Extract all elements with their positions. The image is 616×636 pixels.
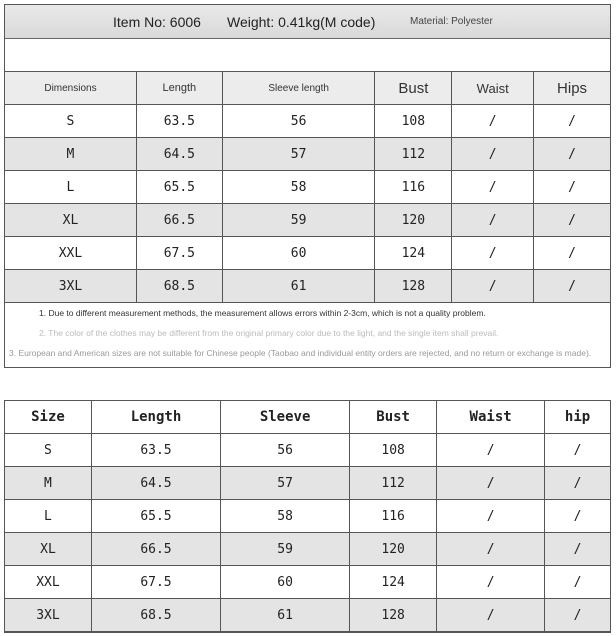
cell-hips: / — [534, 270, 611, 303]
cell-size: M — [5, 138, 137, 171]
cell-size: XL — [5, 533, 92, 566]
table-header-row — [5, 401, 611, 434]
cell-waist: / — [437, 500, 545, 533]
col-header-length: Length — [91, 401, 220, 434]
cell-bust: 128 — [350, 599, 437, 632]
cell-length: 66.5 — [136, 204, 222, 237]
note-color-difference: 2. The color of the clothes may be different from the original primary color due to the light, and the single item shall prevail. — [39, 328, 499, 338]
cell-length: 68.5 — [136, 270, 222, 303]
table-row — [5, 467, 611, 500]
col-header-sleeve: Sleeve — [221, 401, 350, 434]
cell-sleeve: 60 — [222, 237, 375, 270]
table-row — [5, 533, 611, 566]
cell-bust: 120 — [350, 533, 437, 566]
size-table-secondary — [4, 400, 611, 632]
cell-length: 65.5 — [91, 500, 220, 533]
cell-length: 63.5 — [91, 434, 220, 467]
cell-sleeve: 61 — [221, 599, 350, 632]
table-row — [5, 434, 611, 467]
cell-waist: / — [437, 566, 545, 599]
col-header-hips: Hips — [534, 72, 611, 105]
item-material: Material: Polyester — [410, 16, 493, 27]
cell-length: 67.5 — [136, 237, 222, 270]
cell-waist: / — [452, 270, 534, 303]
cell-hip: / — [545, 434, 611, 467]
cell-sleeve: 57 — [221, 467, 350, 500]
item-weight: Weight: 0.41kg(M code) — [227, 14, 376, 30]
cell-size: S — [5, 105, 137, 138]
cell-hip: / — [545, 599, 611, 632]
cell-waist: / — [437, 467, 545, 500]
cell-waist: / — [437, 434, 545, 467]
cell-sleeve: 56 — [222, 105, 375, 138]
cell-waist: / — [452, 204, 534, 237]
cell-size: L — [5, 171, 137, 204]
cell-sleeve: 58 — [221, 500, 350, 533]
cell-bust: 120 — [375, 204, 452, 237]
cell-size: M — [5, 467, 92, 500]
cell-waist: / — [437, 599, 545, 632]
cell-hip: / — [545, 500, 611, 533]
cell-length: 67.5 — [91, 566, 220, 599]
table-row — [5, 138, 611, 171]
col-header-hip: hip — [545, 401, 611, 434]
cell-waist: / — [452, 237, 534, 270]
cell-hips: / — [534, 138, 611, 171]
product-info-header — [5, 5, 610, 39]
cell-bust: 108 — [350, 434, 437, 467]
col-header-length: Length — [136, 72, 222, 105]
cell-waist: / — [452, 105, 534, 138]
size-chart-card — [4, 4, 611, 368]
cell-size: XL — [5, 204, 137, 237]
measurement-notes — [5, 303, 610, 367]
cell-bust: 108 — [375, 105, 452, 138]
table-row — [5, 566, 611, 599]
blank-row — [5, 39, 610, 72]
cell-size: 3XL — [5, 270, 137, 303]
cell-bust: 128 — [375, 270, 452, 303]
cell-sleeve: 57 — [222, 138, 375, 171]
cell-size: L — [5, 500, 92, 533]
cell-length: 63.5 — [136, 105, 222, 138]
note-measurement-error: 1. Due to different measurement methods, the measurement allows errors within 2-3cm, which is not a quality problem. — [39, 308, 486, 318]
cell-sleeve: 59 — [221, 533, 350, 566]
cell-length: 64.5 — [91, 467, 220, 500]
cell-sleeve: 59 — [222, 204, 375, 237]
cell-bust: 116 — [350, 500, 437, 533]
cell-hips: / — [534, 105, 611, 138]
col-header-waist: Waist — [452, 72, 534, 105]
cell-length: 68.5 — [91, 599, 220, 632]
table-row — [5, 204, 611, 237]
cell-sleeve: 56 — [221, 434, 350, 467]
cell-waist: / — [452, 171, 534, 204]
cell-hip: / — [545, 467, 611, 500]
cell-bust: 112 — [375, 138, 452, 171]
col-header-waist: Waist — [437, 401, 545, 434]
col-header-dimensions: Dimensions — [5, 72, 137, 105]
cell-bust: 124 — [350, 566, 437, 599]
cell-length: 66.5 — [91, 533, 220, 566]
size-chart-secondary — [4, 400, 611, 633]
cell-bust: 116 — [375, 171, 452, 204]
cell-hips: / — [534, 237, 611, 270]
size-table-primary — [4, 71, 611, 303]
cell-length: 65.5 — [136, 171, 222, 204]
table-row — [5, 500, 611, 533]
cell-sleeve: 61 — [222, 270, 375, 303]
cell-hip: / — [545, 566, 611, 599]
col-header-sleeve-length: Sleeve length — [222, 72, 375, 105]
cell-waist: / — [437, 533, 545, 566]
table-header-row — [5, 72, 611, 105]
table-row — [5, 105, 611, 138]
item-number: Item No: 6006 — [113, 14, 201, 30]
cell-size: XXL — [5, 237, 137, 270]
table-row — [5, 270, 611, 303]
cell-size: XXL — [5, 566, 92, 599]
col-header-bust: Bust — [350, 401, 437, 434]
table-row — [5, 171, 611, 204]
cell-size: S — [5, 434, 92, 467]
note-size-suitability: 3. European and American sizes are not suitable for Chinese people (Taobao and individual entity orders are rejected, and no return or exchange is made). — [9, 348, 592, 358]
cell-bust: 112 — [350, 467, 437, 500]
cell-waist: / — [452, 138, 534, 171]
cell-sleeve: 58 — [222, 171, 375, 204]
cell-hip: / — [545, 533, 611, 566]
cell-length: 64.5 — [136, 138, 222, 171]
col-header-bust: Bust — [375, 72, 452, 105]
cell-size: 3XL — [5, 599, 92, 632]
col-header-size: Size — [5, 401, 92, 434]
table-row — [5, 237, 611, 270]
cell-hips: / — [534, 204, 611, 237]
table-row — [5, 599, 611, 632]
cell-sleeve: 60 — [221, 566, 350, 599]
cell-bust: 124 — [375, 237, 452, 270]
cell-hips: / — [534, 171, 611, 204]
